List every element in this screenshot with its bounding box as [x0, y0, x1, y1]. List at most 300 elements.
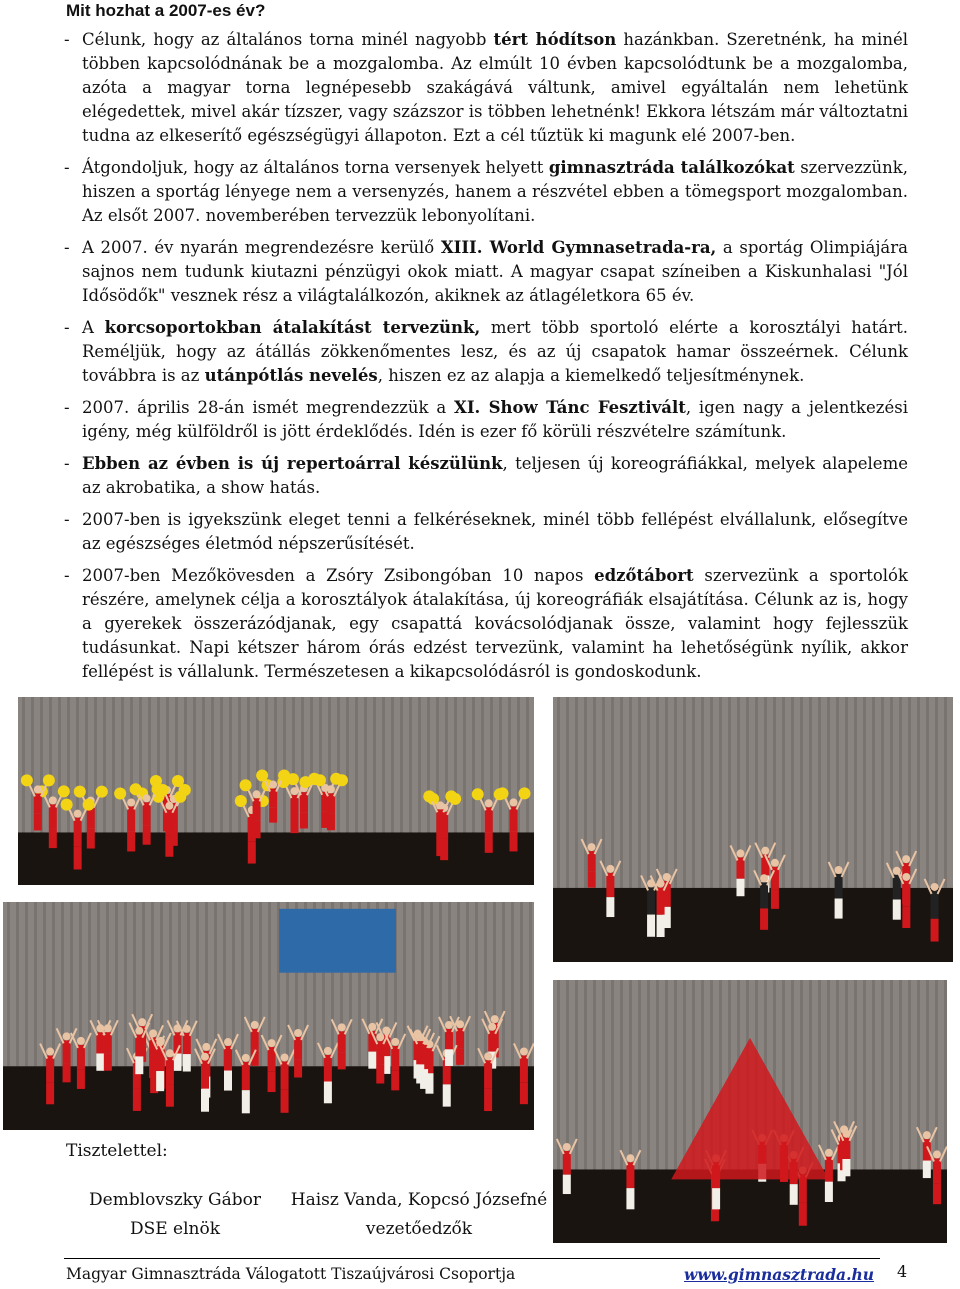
emphasis-text: XIII. World Gymnasetrada-ra, — [440, 238, 717, 257]
performer-legs — [63, 1063, 71, 1082]
performer-torso — [166, 1057, 174, 1084]
performer-head — [484, 1052, 492, 1060]
curtain-fold — [58, 697, 61, 832]
curtain-fold — [647, 980, 650, 1169]
curtain-fold — [611, 980, 614, 1169]
performer-legs — [165, 836, 173, 857]
curtain-fold — [575, 697, 578, 888]
curtain-fold — [917, 980, 920, 1169]
curtain-fold — [611, 697, 614, 888]
curtain-fold — [526, 697, 529, 832]
signer-name: Haisz Vanda, Kopcsó Józsefné — [290, 1190, 548, 1210]
list-item — [64, 236, 908, 308]
curtain-fold — [638, 980, 641, 1169]
list-item-text — [82, 396, 908, 444]
performer-head — [563, 1143, 571, 1151]
text-segment: Célunk, hogy az általános torna minél nagyobb — [82, 30, 494, 49]
performer-torso — [416, 1041, 424, 1064]
curtain-fold — [584, 697, 587, 888]
curtain-fold — [593, 980, 596, 1169]
performer-head — [657, 880, 665, 888]
curtain-fold — [944, 697, 947, 888]
pompom — [83, 799, 95, 811]
curtain-fold — [755, 697, 758, 888]
performer-head — [268, 1039, 276, 1047]
text-segment: Átgondoljuk, hogy az általános torna versenyek helyett — [82, 158, 549, 177]
performer-legs — [268, 1072, 276, 1092]
performer-legs — [368, 1052, 376, 1069]
performer-legs — [563, 1175, 571, 1194]
performer-torso — [294, 1037, 302, 1059]
performer-head — [842, 1130, 850, 1138]
performer-torso — [488, 1031, 496, 1052]
curtain-fold — [827, 697, 830, 888]
performer-torso — [760, 882, 768, 908]
pompom — [256, 770, 268, 782]
curtain-fold — [220, 697, 223, 832]
performer-legs — [242, 1090, 250, 1113]
performer-legs — [269, 807, 277, 822]
list-item-text — [82, 508, 908, 556]
footer-divider — [64, 1258, 880, 1259]
curtain-fold — [584, 980, 587, 1169]
curtain-fold — [602, 697, 605, 888]
curtain-fold — [373, 697, 376, 832]
performer-legs — [46, 1082, 54, 1104]
emphasis-text: utánpótlás nevelés — [204, 366, 378, 385]
event-banner — [279, 909, 396, 973]
performer-legs — [74, 846, 82, 869]
curtain-fold — [854, 980, 857, 1169]
performer-legs — [443, 1084, 451, 1106]
performer-torso — [736, 857, 744, 878]
footer-org: Magyar Gimnasztráda Válogatott Tiszaújvárosi Csoportja — [66, 1265, 516, 1283]
curtain-fold — [683, 697, 686, 888]
performer-legs — [338, 1052, 346, 1069]
performer-torso — [771, 867, 779, 890]
performer-torso — [300, 792, 308, 812]
curtain-fold — [872, 980, 875, 1169]
curtain-fold — [211, 697, 214, 832]
text-segment: 2007-ben is igyekszünk eleget tenni a felkéréseknek, minél több fellépést elvállalunk, elősegítve az egészséges életmód népszerűsítését. — [82, 510, 908, 553]
performer-legs — [606, 897, 614, 917]
curtain-fold — [205, 902, 208, 1066]
text-segment: szervezünk a sportolók részére, amelynek célja a korosztályok átalakítása, új koreográfiák elsajátítása. Célunk az is, hogy a gyerekek összerázódjanak, egy csapattá kovácsolódjanak össze, valamint hogy fejlesszük tudásunkat. Napi kétszer három órás edzést tervezünk, valamint ha lehetőségünk nyílik, akkor fellépést is vállalunk. Természetesen a kikapcsolódásról is gondoskodunk. — [82, 566, 908, 681]
performer-torso — [104, 1032, 112, 1053]
stage-floor — [18, 832, 534, 885]
performer-legs — [294, 1059, 302, 1077]
performer-torso — [626, 1162, 634, 1188]
performer-head — [902, 855, 910, 863]
performer-legs — [149, 1060, 157, 1078]
performer-head — [34, 785, 42, 793]
performer-legs — [290, 816, 298, 833]
curtain-fold — [881, 980, 884, 1169]
performer-legs — [143, 826, 151, 845]
performer-head — [825, 1149, 833, 1157]
curtain-fold — [475, 902, 478, 1066]
performer-torso — [485, 807, 493, 832]
performer-legs — [445, 1049, 453, 1066]
curtain-fold — [917, 697, 920, 888]
performer-head — [224, 1038, 232, 1046]
performer-torso — [931, 891, 939, 919]
curtain-fold — [310, 697, 313, 832]
performer-legs — [933, 1184, 941, 1205]
performer-head — [104, 1024, 112, 1032]
curtain-fold — [647, 697, 650, 888]
curtain-fold — [439, 902, 442, 1066]
curtain-fold — [337, 697, 340, 832]
curtain-fold — [43, 902, 46, 1066]
performer-legs — [485, 832, 493, 852]
website-link[interactable]: www.gimnasztrada.hu — [684, 1265, 875, 1284]
performer-legs — [712, 1188, 720, 1209]
performer-head — [253, 790, 261, 798]
greeting: Tisztelettel: — [66, 1141, 168, 1161]
performer-head — [138, 1018, 146, 1026]
curtain-fold — [52, 902, 55, 1066]
stage-scene — [553, 980, 947, 1243]
performer-torso — [893, 875, 901, 900]
photo-pompom-performance — [18, 697, 534, 885]
performer-torso — [63, 1040, 71, 1063]
bullet-dash: - — [64, 566, 70, 585]
text-segment: , teljesen új koreográfiákkal, melyek alapeleme az akrobatika, a show hatás. — [82, 454, 908, 497]
performer-torso — [135, 1035, 143, 1057]
pompom — [61, 799, 73, 811]
performer-head — [290, 787, 298, 795]
performer-legs — [183, 1054, 191, 1071]
performer-legs — [49, 828, 57, 848]
curtain-fold — [935, 980, 938, 1169]
performer-legs — [799, 1203, 807, 1226]
performer-head — [445, 1021, 453, 1029]
curtain-fold — [88, 902, 91, 1066]
curtain-fold — [427, 697, 430, 832]
text-segment: 2007. április 28-án ismét megrendezzük a — [82, 398, 455, 417]
performer-legs — [771, 890, 779, 909]
performer-legs — [327, 814, 335, 831]
curtain-fold — [403, 902, 406, 1066]
curtain-fold — [124, 902, 127, 1066]
performer-legs — [931, 919, 939, 942]
performer-head — [931, 883, 939, 891]
curtain-fold — [7, 902, 10, 1066]
performer-torso — [96, 1032, 104, 1053]
curtain-fold — [382, 697, 385, 832]
curtain-fold — [638, 697, 641, 888]
pompom — [336, 774, 348, 786]
performer-head — [202, 1043, 210, 1051]
pompom — [445, 790, 457, 802]
performer-torso — [251, 1029, 259, 1049]
performer-legs — [391, 1070, 399, 1090]
performer-torso — [376, 1041, 384, 1064]
curtain-fold — [872, 697, 875, 888]
emphasis-text: tért hódítson — [493, 30, 617, 49]
performer-legs — [456, 1048, 464, 1064]
performer-torso — [484, 1060, 492, 1088]
curtain-fold — [259, 902, 262, 1066]
performer-legs — [34, 814, 42, 831]
performer-legs — [790, 1184, 798, 1205]
performer-head — [269, 781, 277, 789]
performer-torso — [253, 798, 261, 820]
text-segment: A — [82, 318, 105, 337]
curtain-fold — [935, 697, 938, 888]
signature-left — [84, 1186, 266, 1244]
performer-torso — [436, 809, 444, 835]
performer-legs — [657, 915, 665, 937]
pompom — [519, 787, 531, 799]
text-segment: A 2007. év nyarán megrendezésre kerülő — [82, 238, 441, 257]
curtain-fold — [881, 697, 884, 888]
performer-legs — [760, 908, 768, 929]
list-item — [64, 452, 908, 500]
curtain-fold — [629, 697, 632, 888]
text-segment: mert több sportoló elérte a korosztályi határt. Reméljük, hogy az átállás zökkenőmentes lesz, és az új csapatok hamar összeérnek. Célunk továbbra is az — [82, 318, 908, 385]
list-item-text — [82, 236, 908, 308]
text-segment: , igen nagy a jelentkezési igény, még külföldről is jött érdeklődés. Idén is ezer fő körüli részvételre számítunk. — [82, 398, 908, 441]
curtain-fold — [818, 697, 821, 888]
photo-acrobatic-pyramid — [553, 980, 947, 1243]
curtain-fold — [112, 697, 115, 832]
performer-head — [520, 1047, 528, 1055]
curtain-fold — [400, 697, 403, 832]
curtain-fold — [809, 697, 812, 888]
performer-torso — [324, 1055, 332, 1082]
curtain-fold — [665, 697, 668, 888]
performer-torso — [327, 793, 335, 813]
performer-head — [771, 859, 779, 867]
performer-torso — [49, 804, 57, 828]
text-segment: szervezzünk, hiszen a sportág lényege nem a versenyzés, hanem a részvétel ebben a tömegsport mozgalomban. Az elsőt 2007. novemberében tervezzük lebonyolítani. — [82, 158, 909, 225]
emphasis-text: Ebben az évben is új repertoárral készülünk — [82, 454, 503, 473]
pompom — [74, 786, 86, 798]
performer-legs — [647, 915, 655, 937]
performer-head — [166, 1049, 174, 1057]
pompom — [235, 795, 247, 807]
curtain-fold — [391, 697, 394, 832]
stage-scene — [553, 697, 953, 962]
curtain-fold — [466, 902, 469, 1066]
performer-torso — [657, 888, 665, 915]
performer-head — [606, 865, 614, 873]
list-item — [64, 316, 908, 388]
curtain-fold — [566, 980, 569, 1169]
list-item — [64, 396, 908, 444]
curtain-fold — [193, 697, 196, 832]
performer-legs — [825, 1182, 833, 1202]
pompom — [494, 788, 506, 800]
performer-torso — [127, 806, 135, 831]
performer-head — [491, 1015, 499, 1023]
pompom — [58, 785, 70, 797]
curtain-fold — [863, 697, 866, 888]
curtain-fold — [629, 980, 632, 1169]
curtain-fold — [818, 980, 821, 1169]
performer-torso — [183, 1033, 191, 1054]
performer-head — [135, 1027, 143, 1035]
performer-legs — [510, 831, 518, 851]
list-item — [64, 156, 908, 228]
list-item — [64, 508, 908, 556]
stage-scene — [3, 902, 534, 1130]
curtain-fold — [229, 697, 232, 832]
curtain-fold — [908, 980, 911, 1169]
curtain-fold — [499, 697, 502, 832]
curtain-fold — [169, 902, 172, 1066]
photo-red-team-pose — [553, 697, 953, 962]
curtain-fold — [620, 980, 623, 1169]
performer-head — [835, 866, 843, 874]
performer-head — [376, 1033, 384, 1041]
performer-head — [761, 847, 769, 855]
curtain-fold — [602, 980, 605, 1169]
photo-large-group-performance — [3, 902, 534, 1130]
curtain-fold — [809, 980, 812, 1169]
section-heading: Mit hozhat a 2007-es év? — [66, 1, 266, 20]
pompom — [299, 776, 311, 788]
pompom — [96, 786, 108, 798]
list-item-text — [82, 28, 908, 148]
performer-torso — [242, 1062, 250, 1090]
performer-legs — [893, 900, 901, 920]
curtain-fold — [472, 697, 475, 832]
curtain-fold — [701, 697, 704, 888]
emphasis-text: gimnasztráda találkozókat — [548, 158, 795, 177]
performer-head — [294, 1029, 302, 1037]
performer-head — [338, 1023, 346, 1031]
performer-head — [416, 1033, 424, 1041]
curtain-fold — [836, 697, 839, 888]
performer-legs — [588, 871, 596, 887]
performer-head — [143, 794, 151, 802]
pompom — [21, 774, 33, 786]
pompom — [278, 770, 290, 782]
curtain-fold — [854, 697, 857, 888]
performer-legs — [902, 907, 910, 928]
curtain-fold — [121, 697, 124, 832]
bullet-dash: - — [64, 158, 70, 177]
pompom — [43, 774, 55, 786]
curtain-fold — [683, 980, 686, 1169]
curtain-fold — [25, 902, 28, 1066]
performer-torso — [647, 887, 655, 914]
list-item-text — [82, 316, 908, 388]
performer-legs — [87, 829, 95, 849]
performer-head — [281, 1053, 289, 1061]
performer-torso — [281, 1061, 289, 1089]
bullet-dash: - — [64, 454, 70, 473]
performer-legs — [842, 1159, 850, 1176]
pompom — [114, 787, 126, 799]
text-segment: , hiszen ez az alapja a kiemelkedő teljesítménynek. — [377, 366, 805, 385]
performer-torso — [338, 1031, 346, 1052]
pompom — [472, 788, 484, 800]
emphasis-text: edzőtábort — [594, 566, 694, 585]
pompom — [152, 783, 164, 795]
performer-torso — [606, 873, 614, 897]
performer-legs — [484, 1088, 492, 1111]
performer-legs — [626, 1188, 634, 1209]
curtain-fold — [620, 697, 623, 888]
curtain-fold — [845, 697, 848, 888]
curtain-fold — [728, 697, 731, 888]
performer-torso — [563, 1151, 571, 1175]
performer-head — [49, 796, 57, 804]
performer-torso — [290, 795, 298, 816]
curtain-fold — [502, 902, 505, 1066]
performer-torso — [842, 1138, 850, 1159]
performer-head — [436, 801, 444, 809]
curtain-fold — [791, 697, 794, 888]
performer-legs — [376, 1064, 384, 1083]
bullet-list — [64, 28, 908, 692]
performer-legs — [436, 835, 444, 856]
curtain-fold — [184, 697, 187, 832]
curtain-fold — [241, 902, 244, 1066]
curtain-fold — [238, 697, 241, 832]
curtain-fold — [16, 902, 19, 1066]
performer-torso — [224, 1046, 232, 1070]
performer-legs — [127, 831, 135, 851]
performer-head — [201, 1053, 209, 1061]
curtain-fold — [890, 980, 893, 1169]
performer-torso — [588, 851, 596, 871]
performer-torso — [520, 1055, 528, 1082]
curtain-fold — [346, 697, 349, 832]
curtain-fold — [719, 697, 722, 888]
page-number: 4 — [897, 1262, 908, 1281]
curtain-fold — [746, 697, 749, 888]
performer-head — [626, 1154, 634, 1162]
curtain-fold — [827, 980, 830, 1169]
performer-torso — [902, 881, 910, 907]
bullet-dash: - — [64, 238, 70, 257]
performer-head — [510, 798, 518, 806]
performer-legs — [104, 1053, 112, 1070]
curtain-fold — [22, 697, 25, 832]
curtain-fold — [34, 902, 37, 1066]
curtain-fold — [202, 697, 205, 832]
curtain-fold — [863, 980, 866, 1169]
performer-head — [391, 1038, 399, 1046]
bullet-dash: - — [64, 398, 70, 417]
emphasis-text: XI. Show Tánc Fesztivált — [454, 398, 686, 417]
signer-name: Demblovszky Gábor — [89, 1190, 261, 1210]
performer-torso — [143, 802, 151, 825]
signer-title: vezetőedzők — [365, 1219, 473, 1239]
performer-legs — [736, 879, 744, 896]
curtain-fold — [484, 902, 487, 1066]
emphasis-text: korcsoportokban átalakítást tervezünk, — [104, 318, 481, 337]
curtain-fold — [283, 697, 286, 832]
curtain-fold — [454, 697, 457, 832]
pompom — [423, 790, 435, 802]
pompom — [240, 779, 252, 791]
performer-legs — [923, 1161, 931, 1179]
performer-legs — [300, 812, 308, 828]
bullet-dash: - — [64, 510, 70, 529]
list-item-text — [82, 564, 908, 684]
list-item — [64, 28, 908, 148]
performer-torso — [201, 1061, 209, 1089]
performer-head — [760, 874, 768, 882]
performer-torso — [391, 1046, 399, 1070]
performer-head — [736, 849, 744, 857]
